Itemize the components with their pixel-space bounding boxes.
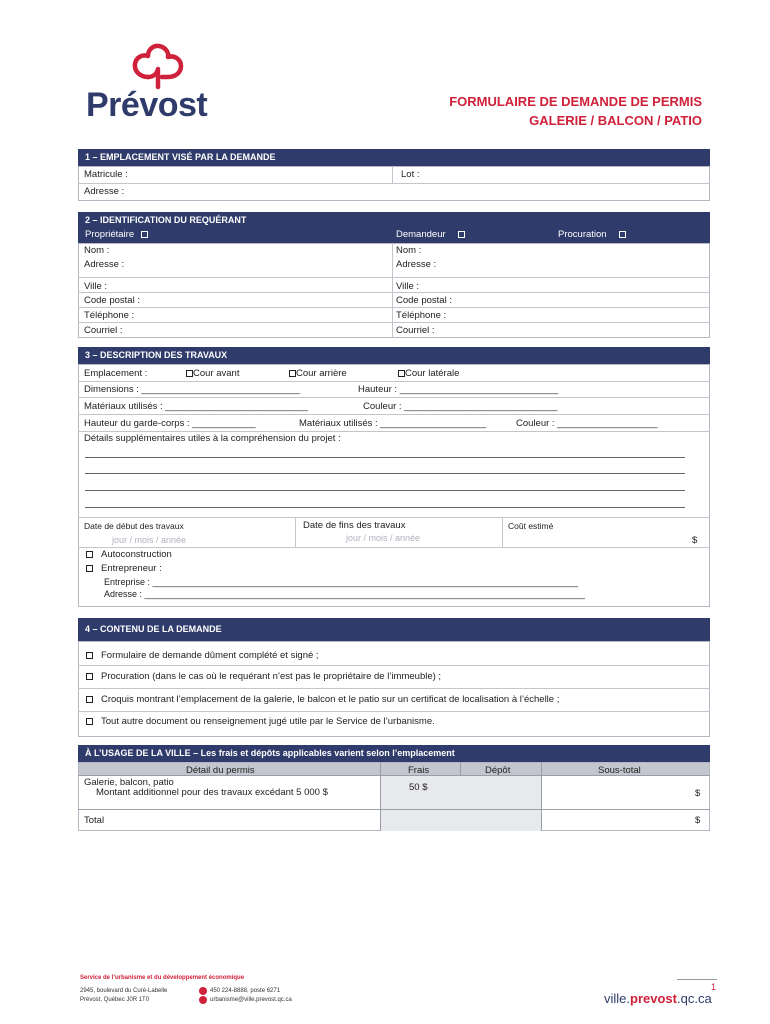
materiaux-field[interactable]: Matériaux utilisés : ___________________________ xyxy=(84,401,308,412)
date-debut-input[interactable]: jour / mois / année xyxy=(112,535,187,545)
adresse-field[interactable]: Adresse : xyxy=(84,186,125,197)
cour-avant-checkbox[interactable] xyxy=(186,370,193,377)
proprietaire-adresse[interactable]: Adresse : xyxy=(84,259,125,270)
proprietaire-code-postal[interactable]: Code postal : xyxy=(84,295,140,306)
date-fin-input[interactable]: jour / mois / année xyxy=(346,533,421,543)
cour-arriere-label: Cour arrière xyxy=(296,368,347,379)
contenu-label-2: Procuration (dans le cas où le requérant n’est pas le propriétaire de l’immeuble) ; xyxy=(101,671,442,682)
procuration-checkbox[interactable] xyxy=(619,231,626,238)
section4-title: 4 – CONTENU DE LA DEMANDE xyxy=(85,624,222,634)
details-line-2[interactable] xyxy=(85,473,685,474)
section1-header xyxy=(78,149,710,166)
col-depot-header: Dépôt xyxy=(485,765,511,776)
demandeur-option[interactable] xyxy=(396,229,465,240)
lot-field[interactable]: Lot : xyxy=(401,169,420,180)
footer-phone: 450 224-8888, poste 6271 xyxy=(210,988,281,994)
proprietaire-courriel[interactable]: Courriel : xyxy=(84,325,123,336)
permit-row-title: Galerie, balcon, patio xyxy=(84,777,174,788)
details-label: Détails supplémentaires utiles à la compréhension du projet : xyxy=(84,433,341,444)
cour-arriere-option[interactable] xyxy=(289,368,347,379)
cour-laterale-option[interactable] xyxy=(398,368,459,379)
form-title-line1: FORMULAIRE DE DEMANDE DE PERMIS xyxy=(449,94,702,109)
matricule-field[interactable]: Matricule : xyxy=(84,169,128,180)
form-title-line2: GALERIE / BALCON / PATIO xyxy=(529,113,702,128)
demandeur-code-postal[interactable]: Code postal : xyxy=(396,295,452,306)
autoconstruction-label: Autoconstruction xyxy=(101,549,172,560)
emplacement-label: Emplacement : xyxy=(84,368,148,379)
contenu-label-3: Croquis montrant l’emplacement de la galerie, le balcon et le patio sur un certificat de localisation à l’échelle ; xyxy=(101,694,560,705)
phone-icon xyxy=(199,987,207,995)
footer-website[interactable] xyxy=(604,991,712,1006)
entrepreneur-label: Entrepreneur : xyxy=(101,563,162,574)
details-line-1[interactable] xyxy=(85,457,685,458)
details-line-3[interactable] xyxy=(85,490,685,491)
permit-row-subtitle: Montant additionnel pour des travaux excédant 5 000 $ xyxy=(96,787,328,798)
details-line-4[interactable] xyxy=(85,507,685,508)
website-brand: prevost xyxy=(630,991,677,1006)
cour-avant-label: Cour avant xyxy=(193,368,240,379)
dimensions-field[interactable]: Dimensions : ______________________________ xyxy=(84,384,301,395)
email-icon xyxy=(199,996,207,1004)
col-frais-header: Frais xyxy=(408,765,430,776)
couleur-field[interactable]: Couleur : _____________________________ xyxy=(363,401,558,412)
entrepreneur-option[interactable] xyxy=(86,563,162,574)
permit-row-soustotal[interactable]: $ xyxy=(695,788,701,799)
section5-header xyxy=(78,745,710,762)
cout-label: Coût estimé xyxy=(508,521,554,531)
section4-header xyxy=(78,618,710,641)
proprietaire-telephone[interactable]: Téléphone : xyxy=(84,310,135,321)
contenu-label-1: Formulaire de demande dûment complété et signé ; xyxy=(101,650,319,661)
footer-address-2: Prévost, Québec J0R 1T0 xyxy=(80,997,150,1003)
cour-laterale-label: Cour latérale xyxy=(405,368,460,379)
contenu-checkbox-4[interactable] xyxy=(86,718,93,725)
proprietaire-label: Propriétaire xyxy=(85,229,135,240)
total-label: Total xyxy=(84,815,105,826)
cour-arriere-checkbox[interactable] xyxy=(289,370,296,377)
demandeur-adresse[interactable]: Adresse : xyxy=(396,259,437,270)
website-prefix: ville. xyxy=(604,991,631,1006)
website-suffix: .qc.ca xyxy=(676,991,712,1006)
section3-header xyxy=(78,347,710,364)
demandeur-courriel[interactable]: Courriel : xyxy=(396,325,435,336)
entreprise-adresse-field[interactable]: Adresse : ________________________________________________________________________________________ xyxy=(104,589,585,599)
section2-box xyxy=(78,243,710,338)
contenu-item-4[interactable] xyxy=(86,716,435,727)
cour-avant-option[interactable] xyxy=(186,368,239,379)
demandeur-nom[interactable]: Nom : xyxy=(396,245,422,256)
contenu-item-1[interactable] xyxy=(86,650,319,661)
section3-title: 3 – DESCRIPTION DES TRAVAUX xyxy=(85,350,228,360)
autoconstruction-option[interactable] xyxy=(86,549,172,560)
total-value[interactable]: $ xyxy=(695,815,701,826)
logo-text: Prévost xyxy=(86,86,208,124)
demandeur-ville[interactable]: Ville : xyxy=(396,281,420,292)
date-fin-label: Date de fins des travaux xyxy=(303,520,406,531)
cout-dollar[interactable]: $ xyxy=(692,535,698,546)
section5-title: À L’USAGE DE LA VILLE – Les frais et dépôts applicables varient selon l’emplacement xyxy=(85,748,455,758)
demandeur-label: Demandeur xyxy=(396,229,446,240)
permit-row-frais: 50 $ xyxy=(409,782,428,793)
procuration-label: Procuration xyxy=(558,229,607,240)
materiaux-garde-corps-field[interactable]: Matériaux utilisés : ____________________ xyxy=(299,418,486,429)
demandeur-telephone[interactable]: Téléphone : xyxy=(396,310,447,321)
demandeur-checkbox[interactable] xyxy=(458,231,465,238)
contenu-label-4: Tout autre document ou renseignement jugé utile par le Service de l’urbanisme. xyxy=(101,716,435,727)
section1-title: 1 – EMPLACEMENT VISÉ PAR LA DEMANDE xyxy=(85,152,276,162)
contenu-checkbox-2[interactable] xyxy=(86,673,93,680)
footer-address-1: 2945, boulevard du Curé-Labelle xyxy=(80,988,168,994)
contenu-checkbox-3[interactable] xyxy=(86,696,93,703)
footer-service: Service de l’urbanisme et du développement économique xyxy=(80,975,245,981)
procuration-option[interactable] xyxy=(558,229,626,240)
hauteur-garde-corps-field[interactable]: Hauteur du garde-corps : ____________ xyxy=(84,418,256,429)
entrepreneur-checkbox[interactable] xyxy=(86,565,93,572)
section2-header xyxy=(78,212,710,243)
couleur-garde-corps-field[interactable]: Couleur : ___________________ xyxy=(516,418,658,429)
date-debut-label: Date de début des travaux xyxy=(84,521,184,531)
col-soustotal-header: Sous-total xyxy=(598,765,641,776)
col-detail-header: Détail du permis xyxy=(186,765,255,776)
proprietaire-checkbox[interactable] xyxy=(141,231,148,238)
hauteur-field[interactable]: Hauteur : ______________________________ xyxy=(358,384,559,395)
autoconstruction-checkbox[interactable] xyxy=(86,551,93,558)
footer-email[interactable]: urbanisme@ville.prevost.qc.ca xyxy=(210,997,292,1003)
section2-title: 2 – IDENTIFICATION DU REQUÉRANT xyxy=(85,215,247,225)
proprietaire-ville[interactable]: Ville : xyxy=(84,281,108,292)
proprietaire-option[interactable] xyxy=(85,229,148,240)
contenu-item-3[interactable] xyxy=(86,694,559,705)
page-number: 1 xyxy=(711,982,717,992)
contenu-checkbox-1[interactable] xyxy=(86,652,93,659)
proprietaire-nom[interactable]: Nom : xyxy=(84,245,110,256)
contenu-item-2[interactable] xyxy=(86,671,441,682)
cour-laterale-checkbox[interactable] xyxy=(398,370,405,377)
entreprise-field[interactable]: Entreprise : _____________________________________________________________________________________ xyxy=(104,577,578,587)
footer-divider xyxy=(677,979,717,980)
